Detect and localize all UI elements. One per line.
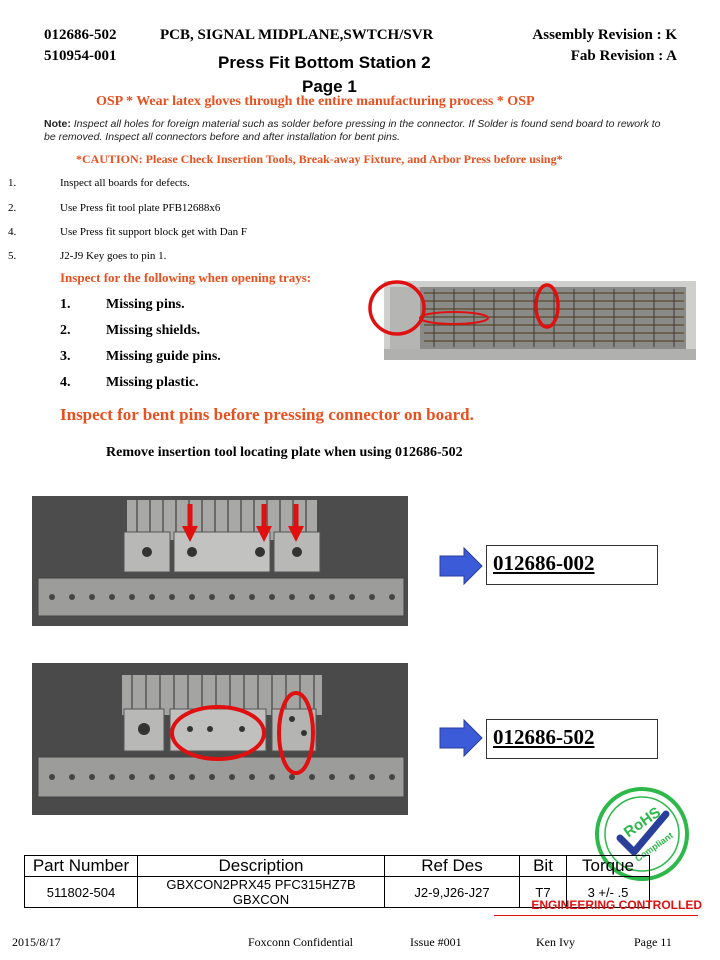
column-header: Description [138, 856, 385, 877]
rohs-label: RoHS [620, 803, 665, 842]
board-name: PCB, SIGNAL MIDPLANE,SWTCH/SVR [160, 27, 434, 43]
table-cell: 511802-504 [25, 877, 138, 908]
check-text: Missing shields. [106, 323, 201, 338]
check-text: Missing plastic. [106, 375, 199, 390]
column-header: Torque [567, 856, 650, 877]
rohs-sublabel: Compliant [633, 830, 675, 864]
tool-photo-502 [32, 663, 408, 815]
engineering-controlled-label: ENGINEERING CONTROLLED [531, 898, 702, 912]
footer-author: Ken Ivy [536, 935, 575, 949]
check-number: 2. [60, 323, 71, 338]
note-text: Inspect all holes for foreign material such as solder before pressing in the connector. If Solder is found send board to rework to be removed. Inspect all connectors before and after installation for bent pins. [44, 118, 661, 143]
check-number: 3. [60, 349, 71, 364]
footer-page-number: Page 11 [634, 935, 672, 949]
step-number: 4. [8, 226, 17, 238]
table-cell: T7 [520, 877, 567, 908]
check-number: 1. [60, 297, 71, 312]
osp-warning: OSP * Wear latex gloves through the entire manufacturing process * OSP [96, 94, 535, 109]
part-number: 012686-502 [44, 27, 117, 43]
step-text: J2-J9 Key goes to pin 1. [60, 250, 167, 262]
step-text: Use Press fit tool plate PFB12688x6 [60, 202, 221, 214]
page-subtitle: Page 1 [302, 77, 357, 96]
fab-revision: Fab Revision : A [570, 48, 677, 64]
note-label: Note: [44, 118, 71, 130]
assembly-revision: Assembly Revision : K [532, 27, 677, 43]
check-text: Missing guide pins. [106, 349, 221, 364]
step-number: 1. [8, 177, 17, 189]
engineering-controlled-underline [494, 915, 698, 916]
step-text: Use Press fit support block get with Dan F [60, 226, 247, 238]
table-cell: 3 +/- .5 [567, 877, 650, 908]
callout-box-002 [486, 545, 658, 585]
column-header: Part Number [25, 856, 138, 877]
callout-part-number: 012686-502 [493, 725, 595, 749]
footer-date: 2015/8/17 [12, 935, 61, 949]
bent-pins-heading: Inspect for bent pins before pressing connector on board. [60, 405, 474, 424]
check-text: Missing pins. [106, 297, 185, 312]
tool-photo-002 [32, 496, 408, 626]
step-text: Inspect all boards for defects. [60, 177, 190, 189]
note-block [44, 118, 664, 144]
column-header: Bit [520, 856, 567, 877]
arrow-right-icon [438, 546, 484, 586]
step-number: 2. [8, 202, 17, 214]
alt-part-number: 510954-001 [44, 48, 117, 64]
table-cell: J2-9,J26-J27 [385, 877, 520, 908]
step-number: 5. [8, 250, 17, 262]
check-number: 4. [60, 375, 71, 390]
page-title: Press Fit Bottom Station 2 [218, 53, 431, 72]
footer-issue: Issue #001 [410, 935, 462, 949]
callout-part-number: 012686-002 [493, 551, 595, 575]
photo-annotation-circles [364, 278, 584, 348]
tray-heading: Inspect for the following when opening trays: [60, 270, 312, 285]
column-header: Ref Des [385, 856, 520, 877]
table-cell: GBXCON2PRX45 PFC315HZ7B GBXCON [138, 877, 385, 908]
arrow-right-icon [438, 718, 484, 758]
footer-confidential: Foxconn Confidential [248, 935, 353, 949]
callout-box-502 [486, 719, 658, 759]
remove-instruction: Remove insertion tool locating plate when using 012686-502 [106, 445, 463, 460]
table-header-row [25, 856, 650, 877]
caution-text: *CAUTION: Please Check Insertion Tools, Break-away Fixture, and Arbor Press before using* [76, 152, 563, 166]
